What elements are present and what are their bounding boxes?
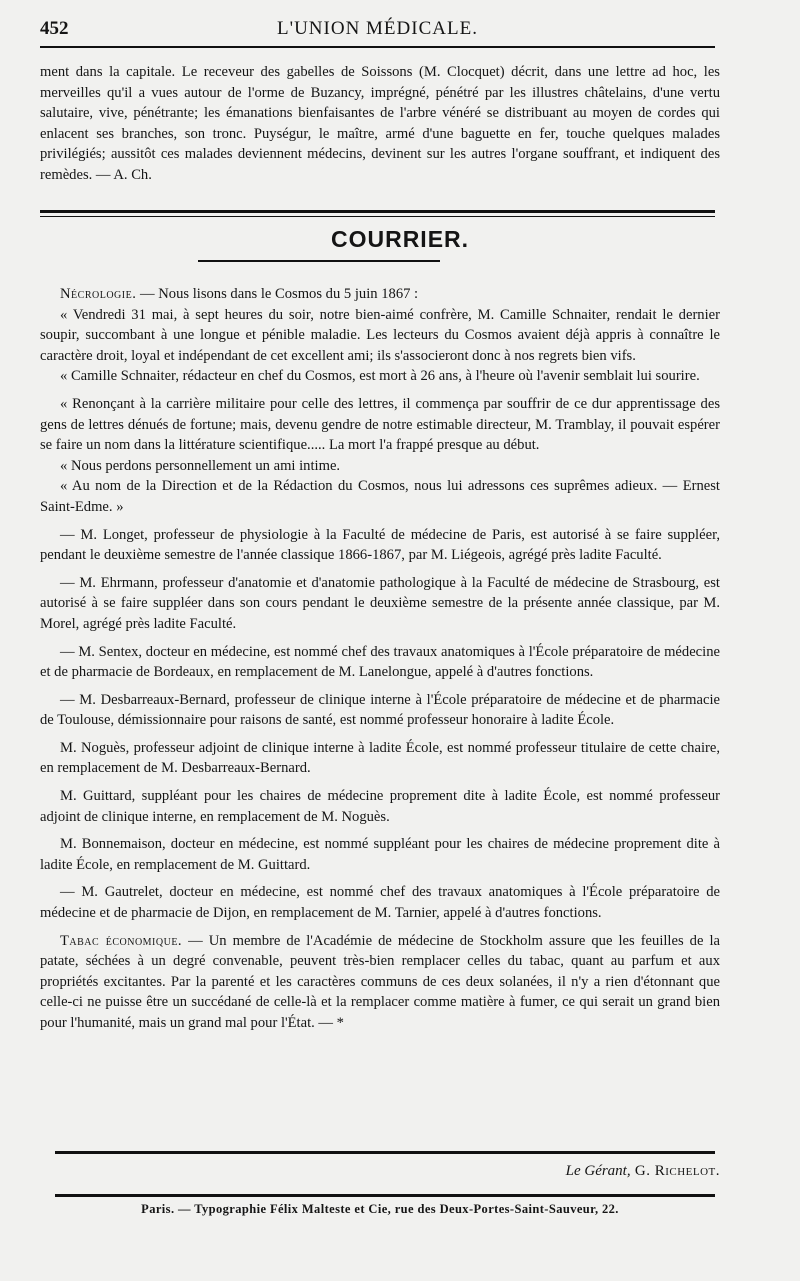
- necrologie-lead: [40, 284, 720, 305]
- section-rule-top: [40, 210, 715, 213]
- announcement-paragraph: M. Noguès, professeur adjoint de clinique interne à ladite École, est nommé professeur titulaire de cette chaire, en remplacement de M. Desbarreaux-Bernard.: [40, 739, 720, 777]
- gerant-signature: [566, 1163, 720, 1180]
- section-title-underline: [198, 260, 440, 262]
- necrologie-paragraph: « Camille Schnaiter, rédacteur en chef du Cosmos, est mort à 26 ans, à l'heure où l'avenir semblait lui sourire.: [60, 368, 700, 385]
- necrologie-paragraph: « Renonçant à la carrière militaire pour celle des lettres, il commença par souffrir de ce dur apprentissage des gens de lettres dénués de fortune; mais, devenu gendre de notre estimable directeur, M. Tramblay, il pouvait espérer se faire un nom dans la littérature scientifique..... La mort l'a frappé presque au début.: [40, 395, 720, 454]
- journal-title: L'UNION MÉDICALE.: [277, 18, 478, 39]
- footer-rule-top: [55, 1151, 715, 1154]
- courrier-body: [40, 284, 720, 1034]
- intro-section: [40, 62, 720, 186]
- tabac-paragraph: [40, 931, 720, 1034]
- header-rule: [40, 46, 715, 48]
- necrologie-paragraph: « Vendredi 31 mai, à sept heures du soir, notre bien-aimé confrère, M. Camille Schnaiter, rendait le dernier soupir, succombant à une longue et pénible maladie. Les lecteurs du Cosmos avaient déjà appris à connaître le caractère droit, loyal et indépendant de cet excellent ami; ils s'associeront donc à nos regrets bien vifs.: [40, 306, 720, 364]
- gerant-label: Le Gérant,: [565, 1163, 631, 1179]
- intro-paragraph: ment dans la capitale. Le receveur des gabelles de Soissons (M. Clocquet) décrit, dans une lettre ad hoc, les merveilles qu'il a vues autour de l'orme de Buzancy, imprégné, pénétré par les illustres châtelains, d'une vertu salutaire, vive, pénétrante; les émanations bienfaisantes de l'arbre vénéré se distribuant au moyen de cordes qui enlacent ses branches, son tronc. Puységur, le maître, armé d'une baguette en fer, touche quelques malades privilégiés; aussitôt ces malades deviennent médecins, devinent sur les autres l'organe souffrant, et indiquent des remèdes. — A. Ch.: [40, 64, 720, 183]
- page-number: 452: [40, 18, 69, 39]
- necrologie-label: Nécrologie.: [60, 286, 137, 302]
- necrologie-paragraph: « Nous perdons personnellement un ami intime.: [60, 457, 341, 474]
- page-header: [40, 16, 715, 44]
- footer-rule-bottom: [55, 1194, 715, 1197]
- necrologie-paragraph: « Au nom de la Direction et de la Rédaction du Cosmos, nous lui adressons ces suprêmes adieux. — Ernest Saint-Edme. »: [40, 478, 720, 515]
- announcement-paragraph: M. Bonnemaison, docteur en médecine, est nommé suppléant pour les chaires de médecine proprement dite à ladite École, en remplacement de M. Guittard.: [40, 836, 720, 873]
- section-title: COURRIER.: [330, 226, 470, 252]
- announcement-paragraph: — M. Gautrelet, docteur en médecine, est nommé chef des travaux anatomiques à l'École préparatoire de médecine et de pharmacie de Dijon, en remplacement de M. Tarnier, appelé à d'autres fonctions.: [40, 884, 720, 922]
- printer-imprint: Paris. — Typographie Félix Malteste et Cie, rue des Deux-Portes-Saint-Sauveur, 22.: [141, 1202, 619, 1216]
- announcement-paragraph: — M. Longet, professeur de physiologie à la Faculté de médecine de Paris, est autorisé à se faire suppléer, pendant le deuxième semestre de l'année classique 1866-1867, par M. Liégeois, agrégé près ladite Faculté.: [40, 526, 720, 564]
- announcement-paragraph: — M. Sentex, docteur en médecine, est nommé chef des travaux anatomiques à l'École préparatoire de médecine et de pharmacie de Bordeaux, en remplacement de M. Lanelongue, appelé à d'autres fonctions.: [40, 643, 720, 681]
- announcement-paragraph: — M. Ehrmann, professeur d'anatomie et d'anatomie pathologique à la Faculté de médecine de Strasbourg, est autorisé à se faire suppléer dans son cours pendant le deuxième semestre de la présente année classique, par M. Morel, agrégé près ladite Faculté.: [40, 574, 720, 632]
- tabac-label: Tabac économique.: [60, 932, 183, 949]
- tabac-text: — Un membre de l'Académie de médecine de Stockholm assure que les feuilles de la patate, séchées à un degré convenable, peuvent très-bien remplacer celles du tabac, quant au parfum et aux propriétés excitantes. Par la parenté et les caractères communs de ces deux solanées, il n'y a rien d'étonnant que celle-ci ne puisse être un succédané de celle-là et la remplacer comme matière à fumer, ce qui serait un grand bien pour l'humanité, mais un grand mal pour l'État. — *: [40, 932, 720, 1031]
- gerant-name: G. Richelot.: [630, 1163, 720, 1179]
- necrologie-lead-text: — Nous lisons dans le Cosmos du 5 juin 1867 :: [136, 286, 419, 302]
- section-rule-top-thin: [40, 216, 715, 217]
- announcement-paragraph: M. Guittard, suppléant pour les chaires de médecine proprement dite à ladite École, est nommé professeur adjoint de clinique interne, en remplacement de M. Noguès.: [40, 788, 720, 825]
- announcement-paragraph: — M. Desbarreaux-Bernard, professeur de clinique interne à l'École préparatoire de médecine et de pharmacie de Toulouse, démissionnaire pour raisons de santé, est nommé professeur honoraire à ladite École.: [40, 691, 720, 729]
